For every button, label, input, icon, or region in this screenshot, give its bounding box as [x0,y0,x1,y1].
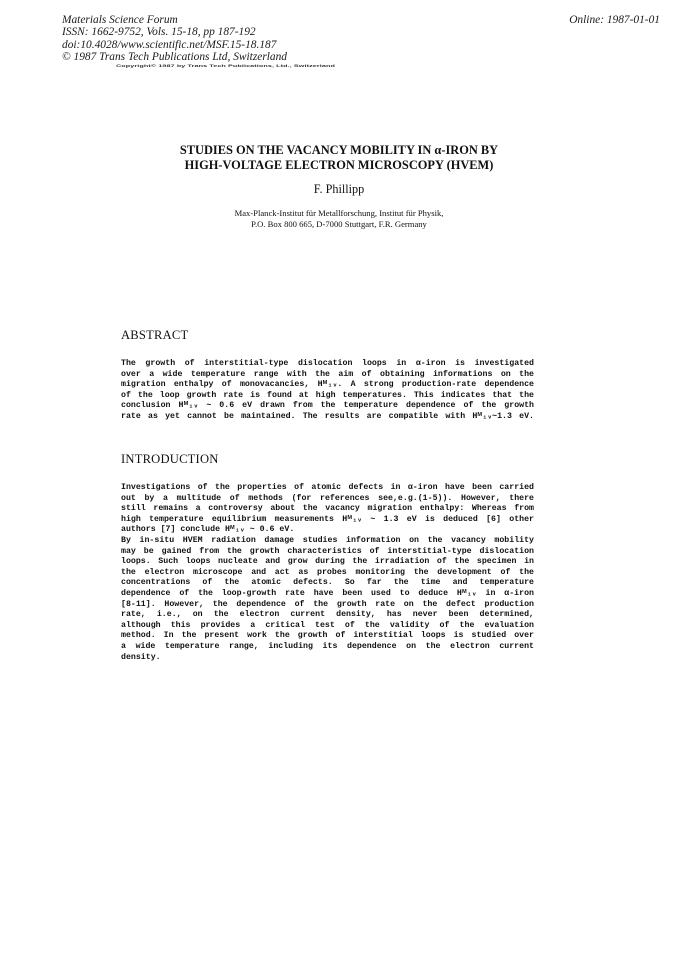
intro-line: the electron microscope and act as probes monitoring the development of the [121,567,534,577]
abstract-body [121,359,534,423]
author-name: F. Phillipp [313,182,365,196]
doi-line[interactable]: doi:10.4028/www.scientific.net/MSF.15-18.187 [62,38,277,51]
intro-line: authors [7] conclude Hᴹ₁ᵥ ~ 0.6 eV. [121,525,295,535]
issn-line: ISSN: 1662-9752, Vols. 15-18, pp 187-192 [62,26,256,39]
affiliation-line-1: Max-Planck-Institut für Metallforschung, Institut für Physik, [234,208,444,218]
intro-line: concentrations of the atomic defects. So far the time and temperature [121,578,534,588]
abstract-line: The growth of interstitial-type dislocation loops in α-iron is investigated [121,359,534,368]
intro-line: a wide temperature range, including its dependence on the electron current [121,641,534,651]
intro-line: Investigations of the properties of atomic defects in α-iron have been carried [121,483,534,492]
journal-name: Materials Science Forum [62,14,178,26]
abstract-line: over a wide temperature range with the aim of obtaining informations on the [121,369,534,379]
abstract-line: rate as yet cannot be maintained. The results are compatible with Hᴹ₁ᵥ~1.3 eV. [121,411,534,421]
online-date: Online: 1987-01-01 [569,14,660,26]
intro-line: although this provides a critical test of the validity of the evaluation [121,620,534,630]
journal-header [62,14,287,64]
abstract-line: migration enthalpy of monovacancies, Hᴹ₁ᵥ. A strong production-rate dependence [121,380,534,390]
intro-line: loops. Such loops nucleate and grow during the irradiation of the specimen in [121,557,534,567]
abstract-line: of the loop growth rate is found at high temperatures. This indicates that the [121,390,534,400]
intro-line: high temperature equilibrium measurements Hᴹ₁ᵥ ~ 1.3 eV is deduced [6] other [121,514,534,524]
intro-line: dependence of the loop-growth rate have been used to deduce Hᴹ₁ᵥ in α-iron [121,588,534,598]
title-line-1: STUDIES ON THE VACANCY MOBILITY IN α-IRON BY [179,143,499,157]
intro-line: out by a multitude of methods (for references see,e.g.(1-5)). However, there [121,493,534,503]
intro-line: still remains a controversy about the vacancy migration enthalpy: Whereas from [121,504,534,514]
affiliation-line-2: P.O. Box 800 665, D-7000 Stuttgart, F.R. Germany [251,218,427,229]
faded-copyright-line: Copyright© 1987 by Trans Tech Publications, Ltd., Switzerland [116,63,335,68]
intro-line: method. In the present work the growth of interstitial loops is studied over [121,631,534,641]
abstract-heading: ABSTRACT [121,328,189,342]
intro-line: rate, i.e., on the electron current density, has never been determined, [121,610,534,620]
introduction-body [121,483,534,663]
intro-line: density. [121,652,161,662]
abstract-line: conclusion Hᴹ₁ᵥ ~ 0.6 eV drawn from the temperature dependence of the growth [121,401,534,411]
copyright-line: © 1987 Trans Tech Publications Ltd, Switzerland [62,51,287,64]
intro-line: [8-11]. However, the dependence of the growth rate on the defect production [121,599,534,609]
affiliation [0,208,678,229]
paper-title [0,143,678,172]
intro-line: may be gained from the growth characteristics of interstitial-type dislocation [121,546,534,556]
title-line-2: HIGH-VOLTAGE ELECTRON MICROSCOPY (HVEM) [184,157,494,172]
intro-line: By in-situ HVEM radiation damage studies information on the vacancy mobility [121,535,534,545]
introduction-heading: INTRODUCTION [121,452,219,466]
